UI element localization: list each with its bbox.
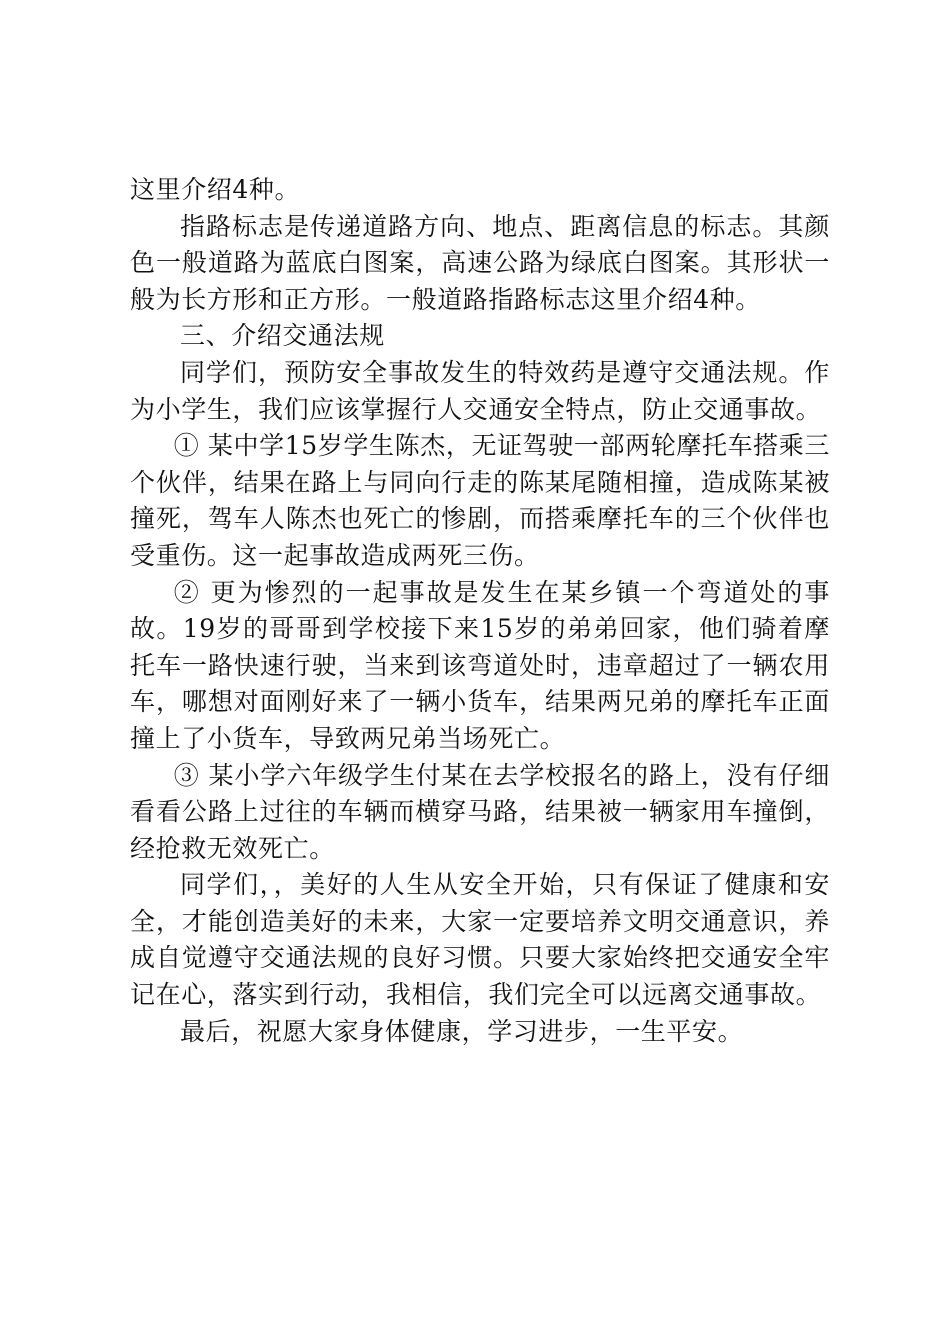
section-heading-traffic-laws: 三、介绍交通法规 — [180, 321, 385, 351]
paragraph-case-1: ① 某中学15岁学生陈杰，无证驾驶一部两轮摩托车搭乘三个伙伴，结果在路上与同向行走的陈某尾随相撞，造成陈某被撞死，驾车人陈杰也死亡的惨剧，而搭乘摩托车的三个伙伴也受重伤。这一起事故造成两死三伤。 — [130, 431, 830, 570]
paragraph-case-2: ② 更为惨烈的一起事故是发生在某乡镇一个弯道处的事故。19岁的哥哥到学校接下来15岁的弟弟回家，他们骑着摩托车一路快速行驶，当来到该弯道处时，违章超过了一辆农用车，哪想对面刚好来了一辆小货车，结果两兄弟的摩托车正面撞上了小货车，导致两兄弟当场死亡。 — [130, 577, 830, 753]
paragraph-intro-continuation: 这里介绍4种。 — [130, 175, 301, 204]
paragraph-traffic-laws-intro: 同学们，预防安全事故发生的特效药是遵守交通法规。作为小学生，我们应该掌握行人交通安全特点，防止交通事故。 — [130, 357, 830, 424]
paragraph-case-3: ③ 某小学六年级学生付某在去学校报名的路上，没有仔细看看公路上过往的车辆而横穿马路，结果被一辆家用车撞倒，经抢救无效死亡。 — [130, 760, 830, 863]
document-body — [130, 172, 830, 1050]
paragraph-conclusion: 同学们，，美好的人生从安全开始，只有保证了健康和安全，才能创造美好的未来，大家一定要培养文明交通意识，养成自觉遵守交通法规的良好习惯。只要大家始终把交通安全牢记在心，落实到行动，我相信，我们完全可以远离交通事故。 — [130, 870, 830, 1010]
paragraph-guide-signs: 指路标志是传递道路方向、地点、距离信息的标志。其颜色一般道路为蓝底白图案，高速公路为绿底白图案。其形状一般为长方形和正方形。一般道路指路标志这里介绍4种。 — [130, 211, 830, 314]
paragraph-closing-wishes: 最后，祝愿大家身体健康，学习进步，一生平安。 — [180, 1016, 744, 1046]
